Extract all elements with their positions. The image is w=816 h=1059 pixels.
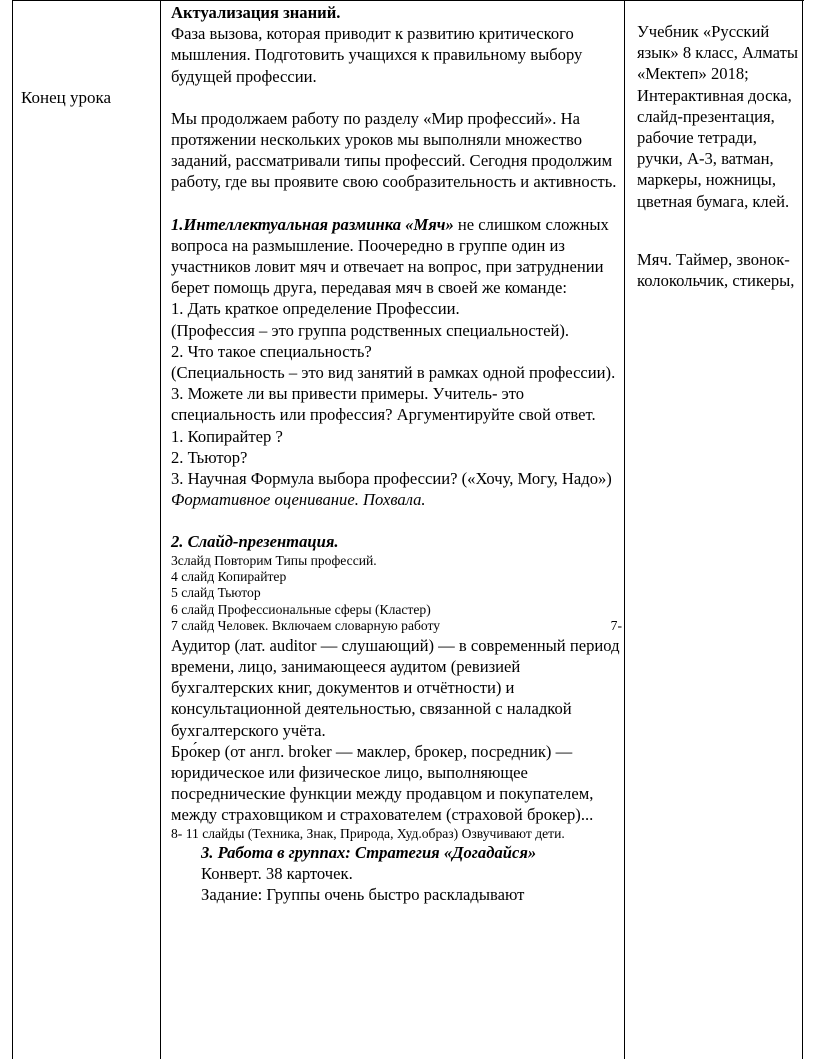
question-3-item-3: 3. Научная Формула выбора профессии? («Хочу, Могу, Надо») (171, 469, 612, 489)
slide-item: 4 слайд Копирайтер (171, 569, 287, 585)
slide-item: 5 слайд Тьютор (171, 585, 261, 601)
task1-text: не слишком сложных вопроса на размышление. Поочередно в группе один из участников ловит мяч и отвечает на вопрос, при затруднении берет помощь друга, передавая мяч в своей же команде: (171, 214, 609, 298)
task1-paragraph (171, 214, 626, 299)
slide-item-7 (171, 618, 626, 634)
task3-title: 3. Работа в группах: Стратегия «Догадайся» (201, 842, 537, 862)
section-heading: Актуализация знаний. (171, 3, 341, 22)
assessment-note: Формативное оценивание. Похвала. (171, 490, 426, 510)
slides-8-11: 8- 11 слайды (Техника, Знак, Природа, Худ.образ) Озвучивают дети. (171, 825, 565, 841)
auditor-definition: Аудитор (лат. auditor — слушающий) — в современный период времени, лицо, занимающееся аудитом (ревизией бухгалтерских книг, документов и отчётности) и консультационной деятельностью, связанной с наладкой бухгалтерского учёта. (171, 635, 620, 740)
question-3: 3. Можете ли вы привести примеры. Учитель- это специальность или профессия? Аргументируйте свой ответ. (171, 384, 596, 425)
task1-title: 1.Интеллектуальная разминка «Мяч» (171, 214, 454, 234)
task2-title: 2. Слайд-презентация. (171, 532, 339, 552)
assignment-text: Задание: Группы очень быстро раскладывают (201, 885, 525, 905)
slide-list (171, 553, 626, 635)
question-3-item-1: 1. Копирайтер ? (171, 426, 283, 446)
column-divider-1 (160, 0, 161, 1059)
slide-item: 3слайд Повторим Типы профессий. (171, 552, 377, 568)
question-2: 2. Что такое специальность? (171, 341, 372, 361)
answer-1: (Профессия – это группа родственных специальностей). (171, 320, 570, 340)
envelope-text: Конверт. 38 карточек. (201, 864, 353, 884)
lesson-stage-cell (21, 88, 111, 108)
question-1: 1. Дать краткое определение Профессии. (171, 299, 460, 319)
resources-equipment: Мяч. Таймер, звонок-колокольчик, стикеры, (637, 249, 795, 291)
broker-definition: Бро́кер (от англ. broker — маклер, брокер, посредник) — юридическое или физическое лицо, выполняющее посреднические функции между продавцом и покупателем, между страховщиком и страхователем (страховой брокер)... (171, 741, 594, 825)
table-border-right (802, 0, 803, 1059)
slide-item: 6 слайд Профессиональные сферы (Кластер) (171, 601, 431, 617)
question-3-item-2: 2. Тьютор? (171, 447, 248, 467)
lesson-stage: Конец урока (21, 88, 112, 107)
table-border-left (12, 0, 13, 1059)
slide-7-text: 7 слайд Человек. Включаем словарную работу (171, 618, 441, 634)
lesson-content-cell (171, 2, 626, 906)
intro-text: Фаза вызова, которая приводит к развитию критического мышления. Подготовить учащихся к правильному выбору будущей профессии. (171, 24, 583, 86)
slide-7-tail: 7- (610, 618, 622, 634)
resources-cell (637, 21, 802, 291)
resources-materials: Учебник «Русский язык» 8 класс, Алматы «Мектеп» 2018; Интерактивная доска, слайд-презентация, рабочие тетради, ручки, А-3, ватман, маркеры, ножницы, цветная бумага, клей. (637, 22, 799, 211)
answer-2: (Специальность – это вид занятий в рамках одной профессии). (171, 363, 616, 383)
continuation-text: Мы продолжаем работу по разделу «Мир профессий». На протяжении нескольких уроков мы выполняли множество заданий, рассматривали типы профессий. Сегодня продолжим работу, где вы проявите свою сообразительность и активность. (171, 108, 617, 192)
